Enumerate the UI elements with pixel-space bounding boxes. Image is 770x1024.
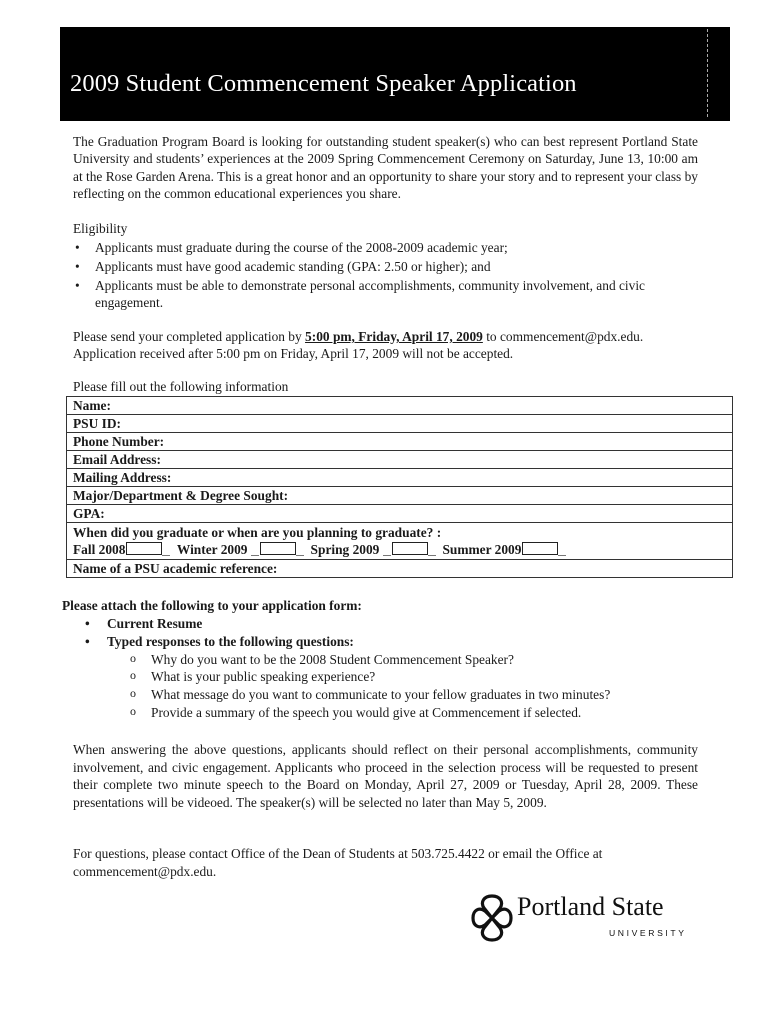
psu-id-field[interactable]: PSU ID: [67,415,733,433]
eligibility-item: • Applicants must be able to demonstrate personal accomplishments, community involvement, and civic engagement. [73,277,698,312]
winter-2009-checkbox[interactable] [260,542,296,555]
attachments-list [84,615,610,722]
attachment-item [84,633,610,722]
major-degree-field[interactable]: Major/Department & Degree Sought: [67,487,733,505]
deadline: 5:00 pm, Friday, April 17, 2009 [305,329,483,344]
late-submission-note: Application received after 5:00 pm on Friday, April 17, 2009 will not be accepted. [73,346,514,362]
mailing-address-field[interactable]: Mailing Address: [67,469,733,487]
graduation-term-field [67,523,733,560]
question-item: o What is your public speaking experience? [128,668,610,686]
summer-2009-checkbox[interactable] [522,542,558,555]
application-form-table [66,396,733,578]
question-item: o Provide a summary of the speech you would give at Commencement if selected. [128,704,610,722]
gpa-field[interactable]: GPA: [67,505,733,523]
question-item: o Why do you want to be the 2008 Student Commencement Speaker? [128,651,610,669]
question-item: o What message do you want to communicate to your fellow graduates in two minutes? [128,686,610,704]
underline [383,555,391,556]
eligibility-heading: Eligibility [73,221,128,236]
phone-field[interactable]: Phone Number: [67,433,733,451]
underline [251,555,259,556]
intro-paragraph: The Graduation Program Board is looking for outstanding student speaker(s) who can best represent Portland State University and students’ experiences at the 2009 Spring Commencement Ceremony on Saturday, June 13, 10:00 am at the Rose Garden Arena. This is a great honor and an opportunity to share your story and to represent your class by reflecting on the common educational experiences you share. [73,134,698,201]
graduation-question: When did you graduate or when are you planning to graduate? : [73,525,442,540]
attachments-heading: Please attach the following to your application form: [62,598,362,613]
underline [558,555,566,556]
page-title: 2009 Student Commencement Speaker Application [70,70,577,97]
fall-2008-checkbox[interactable] [126,542,162,555]
term-label: Winter 2009 [176,542,248,557]
email-field[interactable]: Email Address: [67,451,733,469]
answer-guidance-paragraph: When answering the above questions, applicants should reflect on their personal accomplishments, community involvement, and civic engagement. Applicants who proceed in the selection process will be requested to present their complete two minute speech to the Board on Monday, April 27, 2009 or Tuesday, April 28, 2009. These presentations will be videoed. The speaker(s) will be selected no later than May 5, 2009. [73,742,698,810]
submission-instructions [73,328,713,363]
name-field[interactable]: Name: [67,397,733,415]
title-banner [60,27,730,121]
attachment-label: Typed responses to the following questions: [107,633,354,649]
attachment-label: Current Resume [107,616,203,631]
underline [428,555,436,556]
underline [162,555,170,556]
eligibility-item: • Applicants must have good academic standing (GPA: 2.50 or higher); and [73,258,698,275]
underline [296,555,304,556]
submission-text-before: Please send your completed application by [73,329,306,344]
psu-logo-icon [470,892,514,944]
academic-reference-field[interactable]: Name of a PSU academic reference: [67,560,733,578]
contact-paragraph: For questions, please contact Office of the Dean of Students at 503.725.4422 or email the Office at commencement@pdx.edu. [73,846,603,879]
psu-logo [464,887,692,949]
eligibility-list [73,239,698,313]
spring-2009-checkbox[interactable] [392,542,428,555]
eligibility-item: • Applicants must graduate during the course of the 2008-2009 academic year; [73,239,698,256]
term-label: Spring 2009 [310,542,380,557]
logo-subtitle: UNIVERSITY [609,928,687,938]
questions-list [107,651,610,722]
submission-email[interactable]: to commencement@pdx.edu. [482,329,644,344]
logo-wordmark: Portland State [517,892,664,921]
term-label: Summer 2009 [442,542,522,557]
form-intro: Please fill out the following information [73,379,289,394]
banner-edge-marker [707,29,708,117]
graduation-term-options [73,541,726,558]
term-label: Fall 2008 [73,542,126,557]
attachment-item [84,615,610,633]
